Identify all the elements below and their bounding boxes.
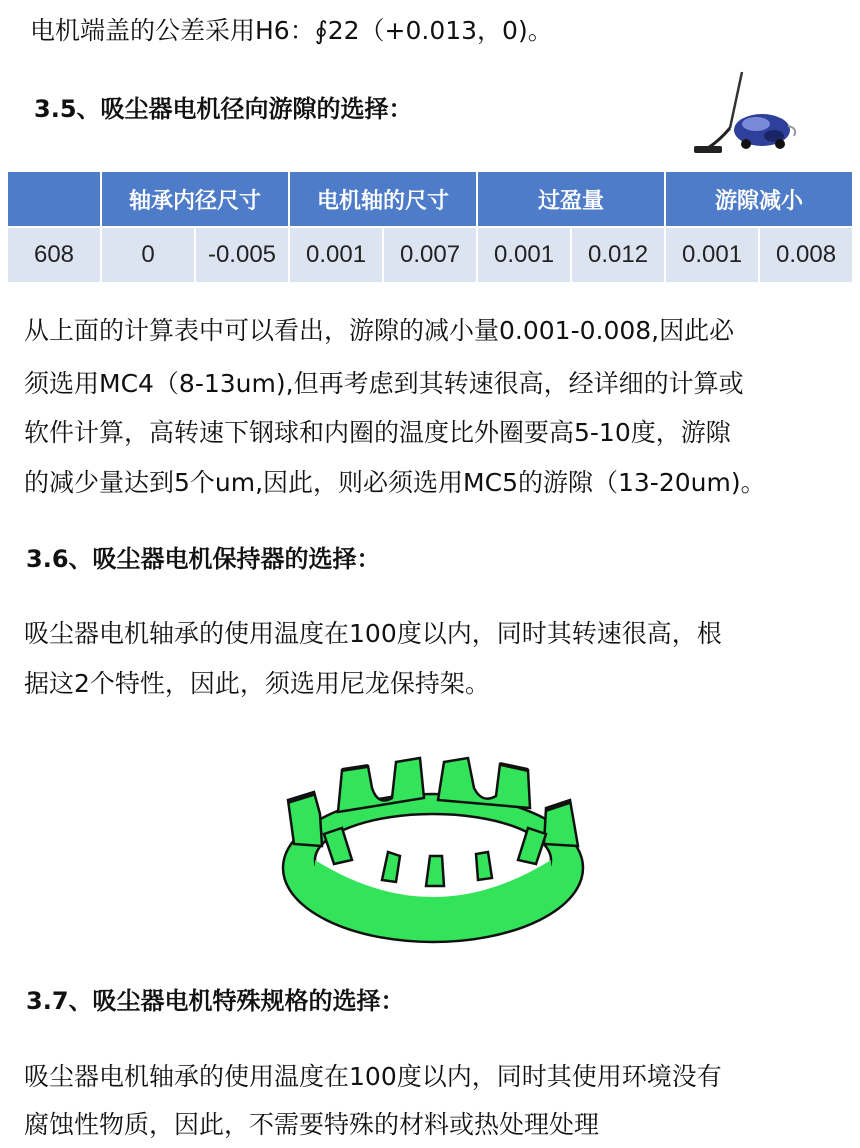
paragraph-35-line-1: 从上面的计算表中可以看出，游隙的减小量0.001-0.008,因此必 [24, 316, 735, 345]
header-cell-bearing-inner-diameter: 轴承内径尺寸 [101, 171, 289, 227]
clearance-table [6, 170, 854, 284]
table-cell: 0.007 [383, 227, 477, 283]
line-top: 电机端盖的公差采用H6：∮22（+0.013，0)。 [30, 16, 553, 45]
section-35-title: 3.5、吸尘器电机径向游隙的选择： [34, 95, 413, 123]
table-cell: 0 [101, 227, 195, 283]
paragraph-35-line-3: 软件计算，高转速下钢球和内圈的温度比外圈要高5-10度，游隙 [24, 418, 731, 447]
header-cell-clearance-reduction: 游隙减小 [665, 171, 853, 227]
table-cell: 0.012 [571, 227, 665, 283]
table-cell: 608 [7, 227, 101, 283]
table-cell: -0.005 [195, 227, 289, 283]
table-cell: 0.001 [665, 227, 759, 283]
vacuum-cleaner-illustration [690, 66, 800, 162]
section-36-title: 3.6、吸尘器电机保持器的选择： [26, 545, 381, 573]
paragraph-35-line-4: 的减少量达到5个um,因此，则必须选用MC5的游隙（13-20um)。 [24, 468, 766, 497]
section-37-title: 3.7、吸尘器电机特殊规格的选择： [26, 987, 405, 1015]
paragraph-36-line-1: 吸尘器电机轴承的使用温度在100度以内，同时其转速很高，根 [24, 619, 722, 648]
table-cell: 0.008 [759, 227, 853, 283]
nylon-cage-illustration [278, 748, 588, 944]
table-cell: 0.001 [477, 227, 571, 283]
paragraph-37-line-2: 腐蚀性物质，因此，不需要特殊的材料或热处理处理 [24, 1110, 600, 1139]
paragraph-35-line-2: 须选用MC4（8-13um),但再考虑到其转速很高，经详细的计算或 [24, 369, 744, 398]
table-cell: 0.001 [289, 227, 383, 283]
paragraph-36-line-2: 据这2个特性，因此，须选用尼龙保持架。 [24, 669, 490, 698]
header-cell [7, 171, 101, 227]
table-row [7, 227, 853, 283]
header-cell-interference: 过盈量 [477, 171, 665, 227]
header-cell-shaft-size: 电机轴的尺寸 [289, 171, 477, 227]
paragraph-37-line-1: 吸尘器电机轴承的使用温度在100度以内，同时其使用环境没有 [24, 1062, 722, 1091]
table-header-row [7, 171, 853, 227]
